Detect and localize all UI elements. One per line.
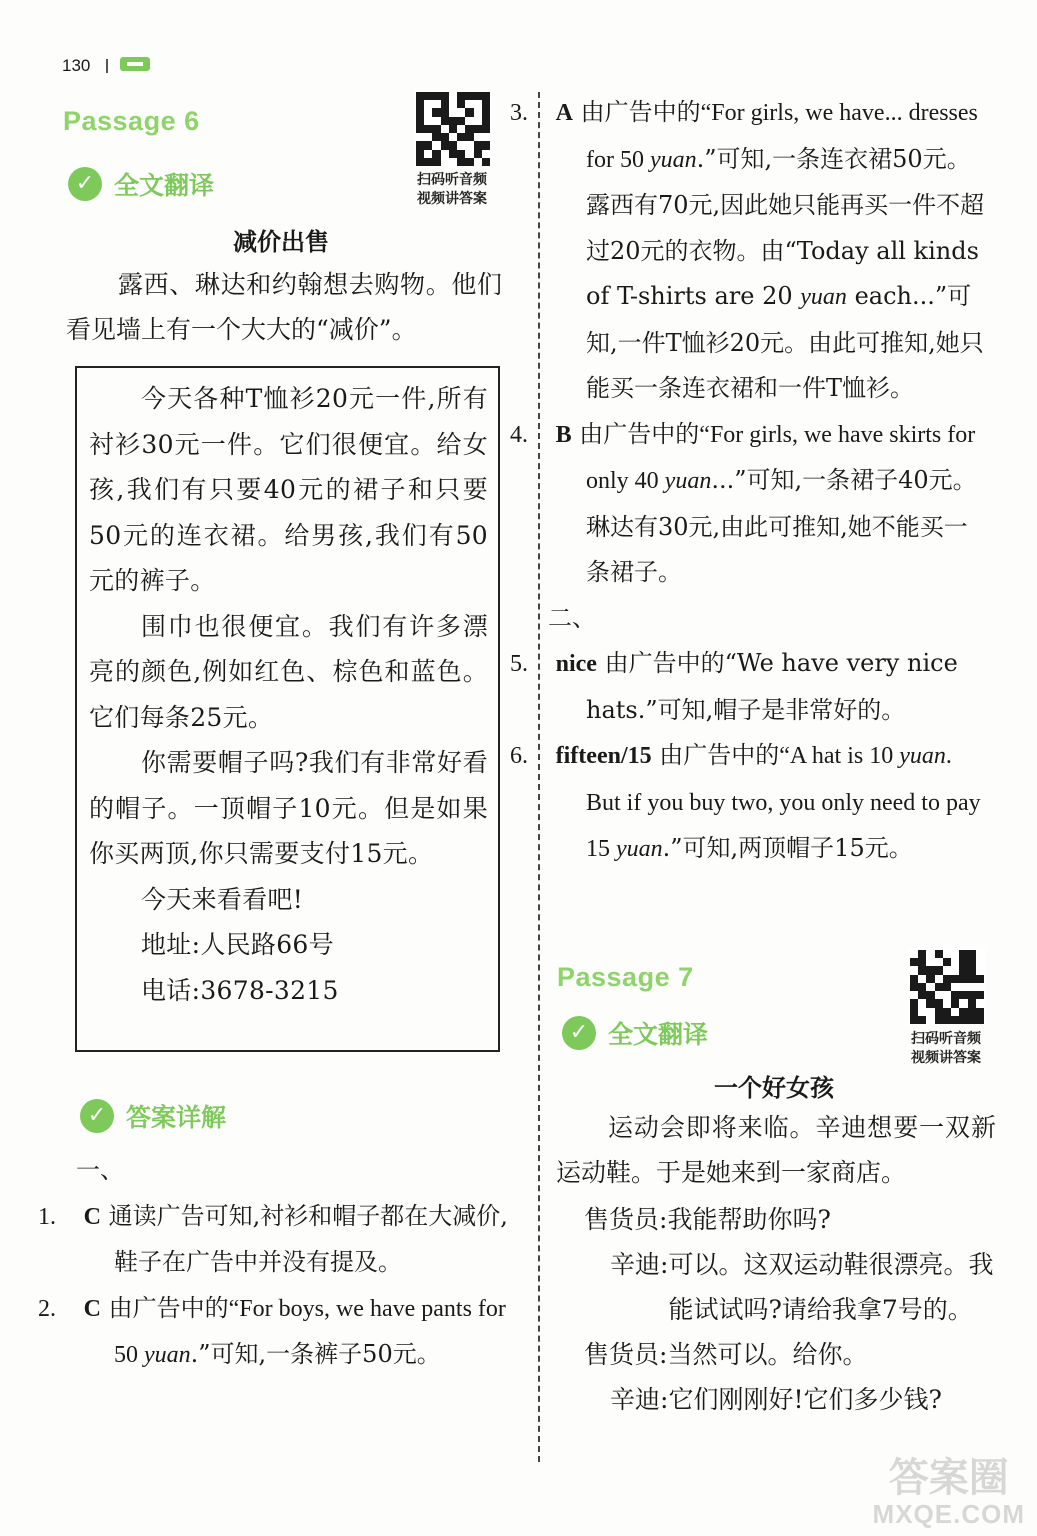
qr-module (951, 958, 959, 966)
qr-module (976, 983, 984, 991)
explanation: 由广告中的“For boys, we have pants for 50 (108, 1295, 506, 1368)
explanation: .”可知,两顶帽子15元。 (662, 834, 913, 862)
section-label: 全文翻译 (608, 1020, 709, 1049)
section-label: 全文翻译 (114, 171, 215, 200)
qr-module (918, 975, 926, 983)
watermark-logo (873, 1456, 1025, 1528)
qr-module (441, 158, 449, 166)
qr-module (943, 983, 951, 991)
qr-module (968, 950, 976, 958)
explanation: .”可知,一条裤子50元。 (190, 1340, 441, 1368)
qr-module (918, 950, 926, 958)
qr-module (976, 966, 984, 974)
watermark-text: MXQE.COM (872, 1499, 1025, 1529)
qr-module (959, 999, 967, 1007)
qr-module (926, 966, 934, 974)
answer-item: 4. B 由广告中的“For girls, we have skirts for only 40 yuan...”可知,一条裙子40元。琳达有30元,由此可推知,她不能买一条裙子。 (510, 421, 977, 586)
qr-module (441, 100, 449, 108)
speaker: 辛迪: (610, 1385, 669, 1414)
qr-caption-line: 扫码听音频 (417, 172, 487, 188)
qr-module (482, 133, 490, 141)
qr-module (416, 150, 424, 158)
answer-item: 3. A 由广告中的“For girls, we have... dresses for 50 yuan.”可知,一条连衣裙50元。露西有70元,因此她只能再买一件不超过20元的衣物。由“Today all kinds of T-shirts are 20 yuan each...”可知,一件T恤衫20元。由此可推知,她只能买一条连衣裙和一件T恤衫。 (510, 100, 985, 402)
qr-module (935, 975, 943, 983)
qr-module (432, 141, 440, 149)
answers-left-column (38, 1148, 516, 1379)
qr-module (943, 999, 951, 1007)
page-number: 130 (62, 56, 91, 75)
qr-module (951, 975, 959, 983)
answer-item: 6. fifteen/15 由广告中的“A hat is 10 yuan. But if you buy two, you only need to pay 15 yuan.”可知,两顶帽子15元。 (510, 743, 981, 862)
qr-module (474, 100, 482, 108)
part-heading: 二、 (548, 603, 596, 632)
qr-module (968, 975, 976, 983)
qr-module (424, 117, 432, 125)
qr-module (432, 133, 440, 141)
qr-module (482, 150, 490, 158)
qr-module (474, 158, 482, 166)
qr-caption-line: 扫码听音频 (911, 1031, 981, 1047)
qr-module (951, 966, 959, 974)
qr-module (968, 991, 976, 999)
qr-module (959, 966, 967, 974)
answers-right-column (510, 90, 990, 873)
answer-key: C (83, 1203, 101, 1230)
qr-module (474, 125, 482, 133)
qr-caption-line: 视频讲答案 (911, 1050, 981, 1066)
dialogue-line (584, 1332, 1004, 1377)
qr-module (951, 991, 959, 999)
qr-module (951, 1016, 959, 1024)
qr-module (910, 1008, 918, 1016)
qr-module (968, 1008, 976, 1016)
answer-item: 1. C 通读广告可知,衬衫和帽子都在大减价,鞋子在广告中并没有提及。 (38, 1201, 508, 1276)
ad-address: 地址:人民路66号 (141, 930, 334, 959)
qr-module (959, 991, 967, 999)
utterance: 它们刚刚好!它们多少钱? (668, 1385, 942, 1414)
ad-paragraph: 你需要帽子吗?我们有非常好看的帽子。一顶帽子10元。但是如果你买两顶,你只需要支付15元。 (89, 748, 488, 868)
qr-module (959, 950, 967, 958)
qr-module (482, 100, 490, 108)
ad-paragraph: 今天来看看吧! (141, 884, 304, 914)
dialogue-line (584, 1377, 1004, 1422)
explanation-italic: yuan (899, 743, 946, 769)
explanation: 由广告中的“A hat is 10 (659, 743, 900, 769)
answer-key: nice (555, 651, 597, 677)
intro-paragraph: 运动会即将来临。辛迪想要一双新运动鞋。于是她来到一家商店。 (556, 1113, 996, 1187)
qr-module (482, 125, 490, 133)
qr-module (910, 958, 918, 966)
qr-module (441, 133, 449, 141)
passage-6-translation-heading (68, 166, 214, 202)
qr-module (457, 141, 465, 149)
qr-module (416, 125, 424, 133)
qr-module (976, 991, 984, 999)
intro-paragraph: 露西、琳达和约翰想去购物。他们看见墙上有一个大大的“减价”。 (66, 270, 502, 344)
qr-module (465, 108, 473, 116)
story-title: 一个好女孩 (714, 1073, 834, 1102)
qr-module (926, 975, 934, 983)
dialogue-line (584, 1242, 1004, 1332)
qr-module (441, 92, 449, 100)
answer-key: C (83, 1295, 101, 1322)
qr-module (465, 133, 473, 141)
qr-module (424, 125, 432, 133)
qr-caption (404, 171, 500, 209)
qr-module (449, 150, 457, 158)
qr-module (935, 991, 943, 999)
qr-module (926, 1008, 934, 1016)
qr-module (943, 1008, 951, 1016)
ad-phone: 电话:3678-3215 (141, 975, 339, 1005)
qr-module (457, 92, 465, 100)
dialogue-line (584, 1197, 1004, 1242)
qr-module (935, 958, 943, 966)
dialogue (584, 1197, 1004, 1422)
qr-module (449, 125, 457, 133)
answer-key: B (555, 421, 572, 448)
qr-code-icon[interactable] (414, 90, 492, 168)
qr-module (910, 983, 918, 991)
qr-module (416, 100, 424, 108)
qr-module (465, 92, 473, 100)
qr-module (482, 141, 490, 149)
qr-module (926, 983, 934, 991)
explanation: ...”可知,一条裙子40元。琳达有30元,由此可推知,她不能买一条裙子。 (586, 466, 977, 586)
qr-module (432, 108, 440, 116)
qr-module (457, 158, 465, 166)
qr-module (424, 150, 432, 158)
qr-module (441, 108, 449, 116)
qr-module (976, 1008, 984, 1016)
qr-module (449, 108, 457, 116)
qr-module (424, 92, 432, 100)
speaker: 售货员: (584, 1340, 668, 1369)
utterance: 我能帮助你吗? (667, 1205, 831, 1234)
qr-module (465, 150, 473, 158)
answers-heading (80, 1098, 226, 1134)
qr-module (424, 133, 432, 141)
qr-module (457, 125, 465, 133)
qr-module (432, 92, 440, 100)
qr-module (959, 983, 967, 991)
qr-module (910, 950, 918, 958)
qr-module (918, 1016, 926, 1024)
qr-caption (898, 1030, 994, 1068)
qr-module (943, 966, 951, 974)
qr-module (926, 950, 934, 958)
explanation-italic: yuan (664, 468, 712, 494)
qr-module (935, 1008, 943, 1016)
qr-module (935, 966, 943, 974)
qr-module (918, 958, 926, 966)
qr-module (943, 958, 951, 966)
qr-module (465, 117, 473, 125)
qr-module (918, 983, 926, 991)
qr-module (943, 1016, 951, 1024)
qr-module (432, 158, 440, 166)
answer-item: 2. C 由广告中的“For boys, we have pants for 50 yuan.”可知,一条裤子50元。 (38, 1295, 506, 1368)
qr-module (441, 125, 449, 133)
check-icon: ✓ (80, 1099, 114, 1133)
explanation-italic: yuan (144, 1342, 191, 1368)
qr-module (482, 92, 490, 100)
qr-module (910, 991, 918, 999)
qr-module (918, 991, 926, 999)
qr-module (482, 117, 490, 125)
qr-module (424, 100, 432, 108)
qr-module (951, 983, 959, 991)
explanation: 由广告中的“For girls, we have... dresses for 50 (580, 100, 978, 173)
ad-paragraph: 围巾也很便宜。我们有许多漂亮的颜色,例如红色、棕色和蓝色。它们每条25元。 (89, 611, 488, 732)
utterance: 可以。这双运动鞋很漂亮。我能试试吗?请给我拿7号的。 (668, 1250, 994, 1324)
qr-module (976, 950, 984, 958)
qr-module (951, 1008, 959, 1016)
qr-module (474, 141, 482, 149)
qr-module (935, 1016, 943, 1024)
explanation-italic: yuan (649, 146, 697, 173)
qr-module (457, 100, 465, 108)
qr-module (976, 999, 984, 1007)
qr-module (968, 999, 976, 1007)
story-title: 减价出售 (233, 227, 329, 256)
qr-module (976, 958, 984, 966)
qr-module (959, 1008, 967, 1016)
qr-module (416, 117, 424, 125)
explanation-italic: yuan (616, 836, 663, 862)
qr-module (943, 950, 951, 958)
qr-module (474, 133, 482, 141)
qr-module (935, 950, 943, 958)
qr-module (441, 141, 449, 149)
watermark-text: 答案圈 (888, 1456, 1009, 1500)
qr-module (424, 141, 432, 149)
qr-module (416, 158, 424, 166)
explanation: . But if you buy two, you only need to pay 15 (586, 743, 981, 862)
qr-module (926, 991, 934, 999)
qr-module (449, 92, 457, 100)
qr-module (926, 1016, 934, 1024)
qr-code-icon[interactable] (908, 948, 986, 1026)
qr-module (441, 150, 449, 158)
qr-module (432, 125, 440, 133)
qr-module (474, 117, 482, 125)
qr-module (935, 983, 943, 991)
passage-7-translation-heading (562, 1015, 708, 1051)
speaker: 辛迪: (610, 1250, 669, 1279)
qr-module (416, 141, 424, 149)
qr-module (424, 158, 432, 166)
qr-module (424, 108, 432, 116)
qr-caption-line: 视频讲答案 (417, 191, 487, 207)
qr-module (449, 117, 457, 125)
answer-key: A (555, 100, 573, 126)
qr-module (416, 133, 424, 141)
qr-module (976, 975, 984, 983)
qr-module (968, 1016, 976, 1024)
qr-module (951, 999, 959, 1007)
explanation: 通读广告可知,衬衫和帽子都在大减价,鞋子在广告中并没有提及。 (108, 1201, 508, 1276)
qr-module (482, 108, 490, 116)
qr-module (918, 1008, 926, 1016)
answer-item: 5. nice 由广告中的“We have very nice hats.”可知,帽子是非常好的。 (510, 649, 958, 724)
qr-module (465, 158, 473, 166)
qr-module (968, 958, 976, 966)
chapter-tab-icon (120, 57, 150, 71)
qr-module (482, 158, 490, 166)
qr-module (959, 958, 967, 966)
qr-module (910, 1016, 918, 1024)
passage-7-title: Passage 7 (557, 962, 694, 992)
qr-module (959, 975, 967, 983)
qr-module (465, 125, 473, 133)
qr-module (457, 108, 465, 116)
part-heading: 一、 (76, 1156, 124, 1184)
qr-module (918, 999, 926, 1007)
qr-module (449, 158, 457, 166)
qr-module (910, 975, 918, 983)
qr-module (976, 1016, 984, 1024)
qr-module (457, 150, 465, 158)
ad-paragraph: 今天各种T恤衫20元一件,所有衬衫30元一件。它们很便宜。给女孩,我们有只要40元的裙子和只要50元的连衣裙。给男孩,我们有50元的裤子。 (89, 384, 488, 595)
qr-module (943, 975, 951, 983)
qr-module (465, 141, 473, 149)
qr-module (449, 133, 457, 141)
qr-module (910, 966, 918, 974)
qr-module (416, 108, 424, 116)
qr-module (432, 150, 440, 158)
speaker: 售货员: (584, 1205, 668, 1234)
qr-module (968, 966, 976, 974)
passage-6-title: Passage 6 (63, 106, 200, 136)
qr-module (959, 1016, 967, 1024)
explanation: 由广告中的“We have very nice hats.”可知,帽子是非常好的。 (586, 649, 958, 724)
qr-module (432, 117, 440, 125)
qr-module (910, 999, 918, 1007)
qr-module (432, 100, 440, 108)
qr-module (935, 999, 943, 1007)
qr-module (926, 958, 934, 966)
check-pen-icon: ✓ (562, 1016, 596, 1050)
qr-module (457, 133, 465, 141)
qr-module (943, 991, 951, 999)
qr-module (441, 117, 449, 125)
qr-module (465, 100, 473, 108)
explanation: .”可知,一条连衣裙50元。露西有70元,因此她只能再买一件不超过20元的衣物。由“Today all kinds of T-shirts are 20 (586, 144, 985, 310)
column-divider (538, 92, 540, 1462)
answer-key: fifteen/15 (555, 743, 652, 769)
qr-module (457, 117, 465, 125)
qr-module (474, 150, 482, 158)
qr-module (926, 999, 934, 1007)
qr-module (449, 141, 457, 149)
qr-module (474, 92, 482, 100)
section-label: 答案详解 (126, 1103, 227, 1132)
explanation: 由广告中的“For girls, we have skirts for only 40 (579, 421, 976, 494)
qr-module (918, 966, 926, 974)
explanation: each...”可知,一件T恤衫20元。由此可推知,她只能买一条连衣裙和一件T恤衫。 (586, 282, 984, 402)
utterance: 当然可以。给你。 (667, 1340, 868, 1369)
check-pen-icon: ✓ (68, 167, 102, 201)
advertisement-box (75, 366, 500, 1052)
qr-module (951, 950, 959, 958)
qr-module (474, 108, 482, 116)
qr-module (968, 983, 976, 991)
qr-module (416, 92, 424, 100)
explanation-italic: yuan (800, 284, 847, 310)
header-divider (106, 59, 108, 73)
qr-module (449, 100, 457, 108)
